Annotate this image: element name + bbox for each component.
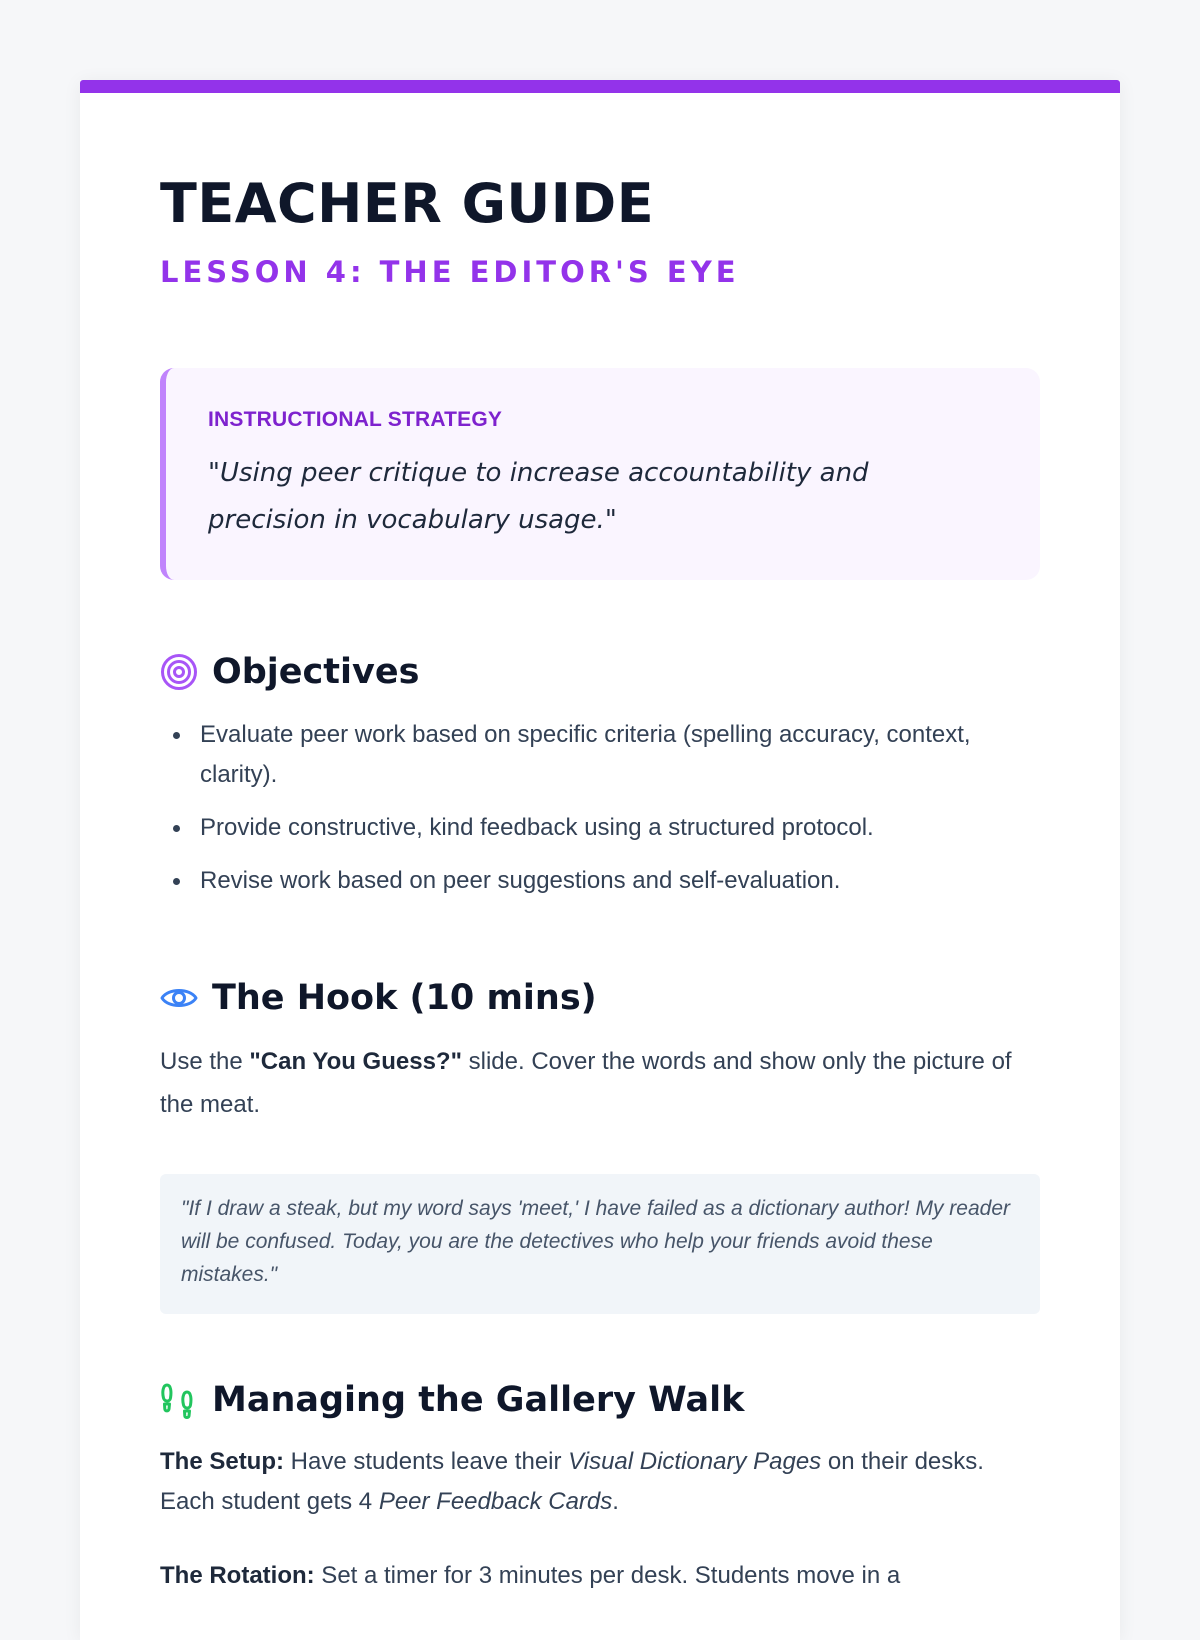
list-item [160, 861, 1040, 901]
hook-text-before: Use the [160, 1048, 250, 1075]
rotation-label: The Rotation: [160, 1562, 315, 1589]
hook-heading: The Hook (10 mins) [212, 978, 597, 1018]
strategy-quote: "Using peer critique to increase accountability and precision in vocabulary usage." [208, 458, 869, 535]
setup-text: . [612, 1488, 619, 1515]
gallery-section-heading [160, 1378, 744, 1422]
lesson-subtitle: LESSON 4: THE EDITOR'S EYE [160, 255, 740, 289]
guide-card [80, 80, 1120, 1640]
teacher-script-box [160, 1174, 1040, 1314]
objective-text: Provide constructive, kind feedback using a structured protocol. [200, 814, 874, 841]
list-item [160, 715, 1040, 795]
objectives-heading: Objectives [212, 652, 420, 692]
objective-text: Revise work based on peer suggestions and self-evaluation. [200, 867, 841, 894]
setup-label: The Setup: [160, 1448, 284, 1475]
list-item [160, 808, 1040, 848]
page-title: TEACHER GUIDE [160, 172, 655, 235]
setup-text: Have students leave their [284, 1448, 569, 1475]
strategy-callout [160, 368, 1040, 580]
footprints-icon [160, 1381, 198, 1419]
eye-icon [160, 979, 198, 1017]
rotation-paragraph [160, 1556, 1040, 1596]
objectives-list [160, 715, 1040, 914]
setup-text: on their desks. Each student gets 4 [160, 1448, 984, 1515]
gallery-heading: Managing the Gallery Walk [212, 1380, 745, 1420]
rotation-text: Set a timer for 3 minutes per desk. Students move in a [314, 1562, 901, 1589]
bullet-icon [173, 878, 180, 885]
teacher-script: "If I draw a steak, but my word says 'meet,' I have failed as a dictionary author! My reader will be confused. Today, you are the detectives who help your friends avoid these mistakes." [181, 1197, 1011, 1286]
setup-emphasis: Peer Feedback Cards [378, 1488, 613, 1515]
hook-slide-name: "Can You Guess?" [249, 1048, 462, 1075]
hook-section-heading [160, 976, 597, 1020]
strategy-label: INSTRUCTIONAL STRATEGY [208, 408, 503, 431]
hook-paragraph [160, 1040, 1040, 1126]
setup-emphasis: Visual Dictionary Pages [568, 1448, 822, 1475]
hook-text-after: slide. Cover the words and show only the picture of the meat. [160, 1048, 1012, 1118]
setup-paragraph [160, 1442, 1040, 1522]
objective-text: Evaluate peer work based on specific criteria (spelling accuracy, context, clarity). [200, 721, 971, 788]
accent-bar [80, 80, 1120, 93]
bullet-icon [173, 732, 180, 739]
target-icon [160, 653, 198, 691]
objectives-section-heading [160, 650, 419, 694]
bullet-icon [173, 825, 180, 832]
